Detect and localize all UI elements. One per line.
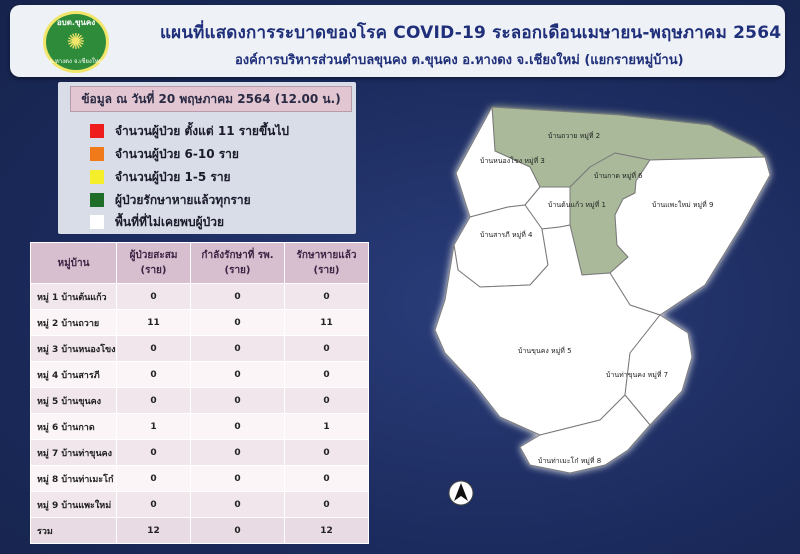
table-total-row bbox=[31, 518, 369, 544]
village-label-6: บ้านกาด หมู่ที่ 6 bbox=[594, 172, 643, 180]
cell-recovered: 0 bbox=[285, 336, 369, 362]
cell-total-recovered: 12 bbox=[285, 518, 369, 544]
legend-swatch-white bbox=[90, 215, 104, 229]
cell-cumulative: 0 bbox=[117, 492, 191, 518]
legend-date-heading: ข้อมูล ณ วันที่ 20 พฤษภาคม 2564 (12.00 น.) bbox=[70, 86, 352, 112]
col-header-treating: กำลังรักษาที่ รพ. (ราย) bbox=[191, 243, 285, 284]
table-row bbox=[31, 492, 369, 518]
table-row bbox=[31, 362, 369, 388]
cell-village: หมู่ 7 บ้านท่าขุนคง bbox=[31, 440, 117, 466]
cell-treating: 0 bbox=[191, 388, 285, 414]
logo-bottom-text: อ.หางดง จ.เชียงใหม่ bbox=[49, 58, 103, 65]
village-label-7: บ้านท่าขุนคง หมู่ที่ 7 bbox=[606, 371, 669, 379]
village-region-4 bbox=[454, 205, 548, 287]
cell-treating: 0 bbox=[191, 336, 285, 362]
village-label-8: บ้านท่าเมะโก๋ หมู่ที่ 8 bbox=[538, 457, 602, 465]
cell-recovered: 0 bbox=[285, 440, 369, 466]
table-row bbox=[31, 310, 369, 336]
case-table bbox=[30, 242, 369, 544]
cell-cumulative: 0 bbox=[117, 388, 191, 414]
cell-village: หมู่ 6 บ้านกาด bbox=[31, 414, 117, 440]
cell-village: หมู่ 2 บ้านถวาย bbox=[31, 310, 117, 336]
cell-recovered: 0 bbox=[285, 388, 369, 414]
legend-swatch-red bbox=[90, 124, 104, 138]
cell-village: หมู่ 1 บ้านต้นแก้ว bbox=[31, 284, 117, 310]
organization-logo bbox=[43, 11, 109, 73]
table-row bbox=[31, 284, 369, 310]
table-row bbox=[31, 414, 369, 440]
cell-cumulative: 0 bbox=[117, 362, 191, 388]
cell-cumulative: 1 bbox=[117, 414, 191, 440]
cell-village: หมู่ 5 บ้านขุนคง bbox=[31, 388, 117, 414]
legend-label: จำนวนผู้ป่วย ตั้งแต่ 11 รายขึ้นไป bbox=[115, 124, 290, 138]
cell-village: หมู่ 4 บ้านสารภี bbox=[31, 362, 117, 388]
legend-label: จำนวนผู้ป่วย 1-5 ราย bbox=[115, 170, 231, 184]
cell-recovered: 0 bbox=[285, 466, 369, 492]
cell-total-label: รวม bbox=[31, 518, 117, 544]
village-label-2: บ้านถวาย หมู่ที่ 2 bbox=[548, 132, 601, 140]
cell-cumulative: 0 bbox=[117, 466, 191, 492]
village-label-5: บ้านขุนคง หมู่ที่ 5 bbox=[518, 347, 572, 355]
cell-recovered: 0 bbox=[285, 492, 369, 518]
legend-label: ผู้ป่วยรักษาหายแล้วทุกราย bbox=[115, 193, 251, 207]
district-map bbox=[420, 95, 785, 515]
cell-treating: 0 bbox=[191, 492, 285, 518]
cell-cumulative: 0 bbox=[117, 336, 191, 362]
header-banner bbox=[10, 5, 785, 77]
cell-recovered: 0 bbox=[285, 284, 369, 310]
cell-total-treating: 0 bbox=[191, 518, 285, 544]
col-header-cumulative: ผู้ป่วยสะสม (ราย) bbox=[117, 243, 191, 284]
cell-treating: 0 bbox=[191, 466, 285, 492]
legend-swatch-orange bbox=[90, 147, 104, 161]
table-row bbox=[31, 336, 369, 362]
col-header-recovered: รักษาหายแล้ว (ราย) bbox=[285, 243, 369, 284]
page-subtitle: องค์การบริหารส่วนตำบลขุนคง ต.ขุนคง อ.หางดง จ.เชียงใหม่ (แยกรายหมู่บ้าน) bbox=[235, 53, 684, 68]
village-label-3: บ้านหนองโขง หมู่ที่ 3 bbox=[480, 157, 545, 165]
logo-emblem-icon: ✺ bbox=[66, 30, 86, 55]
legend-label: พื้นที่ที่ไม่เคยพบผู้ป่วย bbox=[115, 215, 224, 229]
cell-treating: 0 bbox=[191, 362, 285, 388]
table-row bbox=[31, 466, 369, 492]
legend-label: จำนวนผู้ป่วย 6-10 ราย bbox=[115, 147, 239, 161]
cell-village: หมู่ 9 บ้านแพะใหม่ bbox=[31, 492, 117, 518]
cell-treating: 0 bbox=[191, 414, 285, 440]
cell-treating: 0 bbox=[191, 440, 285, 466]
cell-village: หมู่ 8 บ้านท่าเมะโก๋ bbox=[31, 466, 117, 492]
village-label-1: บ้านต้นแก้ว หมู่ที่ 1 bbox=[548, 201, 606, 209]
table-row bbox=[31, 388, 369, 414]
cell-village: หมู่ 3 บ้านหนองโขง bbox=[31, 336, 117, 362]
cell-total-cumulative: 12 bbox=[117, 518, 191, 544]
cell-treating: 0 bbox=[191, 284, 285, 310]
logo-top-text: อบต.ขุนคง bbox=[56, 18, 96, 27]
cell-recovered: 11 bbox=[285, 310, 369, 336]
cell-cumulative: 0 bbox=[117, 440, 191, 466]
cell-cumulative: 11 bbox=[117, 310, 191, 336]
page-title: แผนที่แสดงการระบาดของโรค COVID-19 ระลอกเดือนเมษายน-พฤษภาคม 2564 bbox=[160, 23, 782, 43]
col-header-village: หมู่บ้าน bbox=[31, 243, 117, 284]
village-label-9: บ้านแพะใหม่ หมู่ที่ 9 bbox=[652, 201, 714, 209]
cell-recovered: 1 bbox=[285, 414, 369, 440]
village-label-4: บ้านสารภี หมู่ที่ 4 bbox=[480, 231, 533, 239]
legend-swatch-yellow bbox=[90, 170, 104, 184]
north-arrow-icon bbox=[448, 480, 474, 506]
table-row bbox=[31, 440, 369, 466]
cell-treating: 0 bbox=[191, 310, 285, 336]
cell-cumulative: 0 bbox=[117, 284, 191, 310]
legend-swatch-green bbox=[90, 193, 104, 207]
cell-recovered: 0 bbox=[285, 362, 369, 388]
